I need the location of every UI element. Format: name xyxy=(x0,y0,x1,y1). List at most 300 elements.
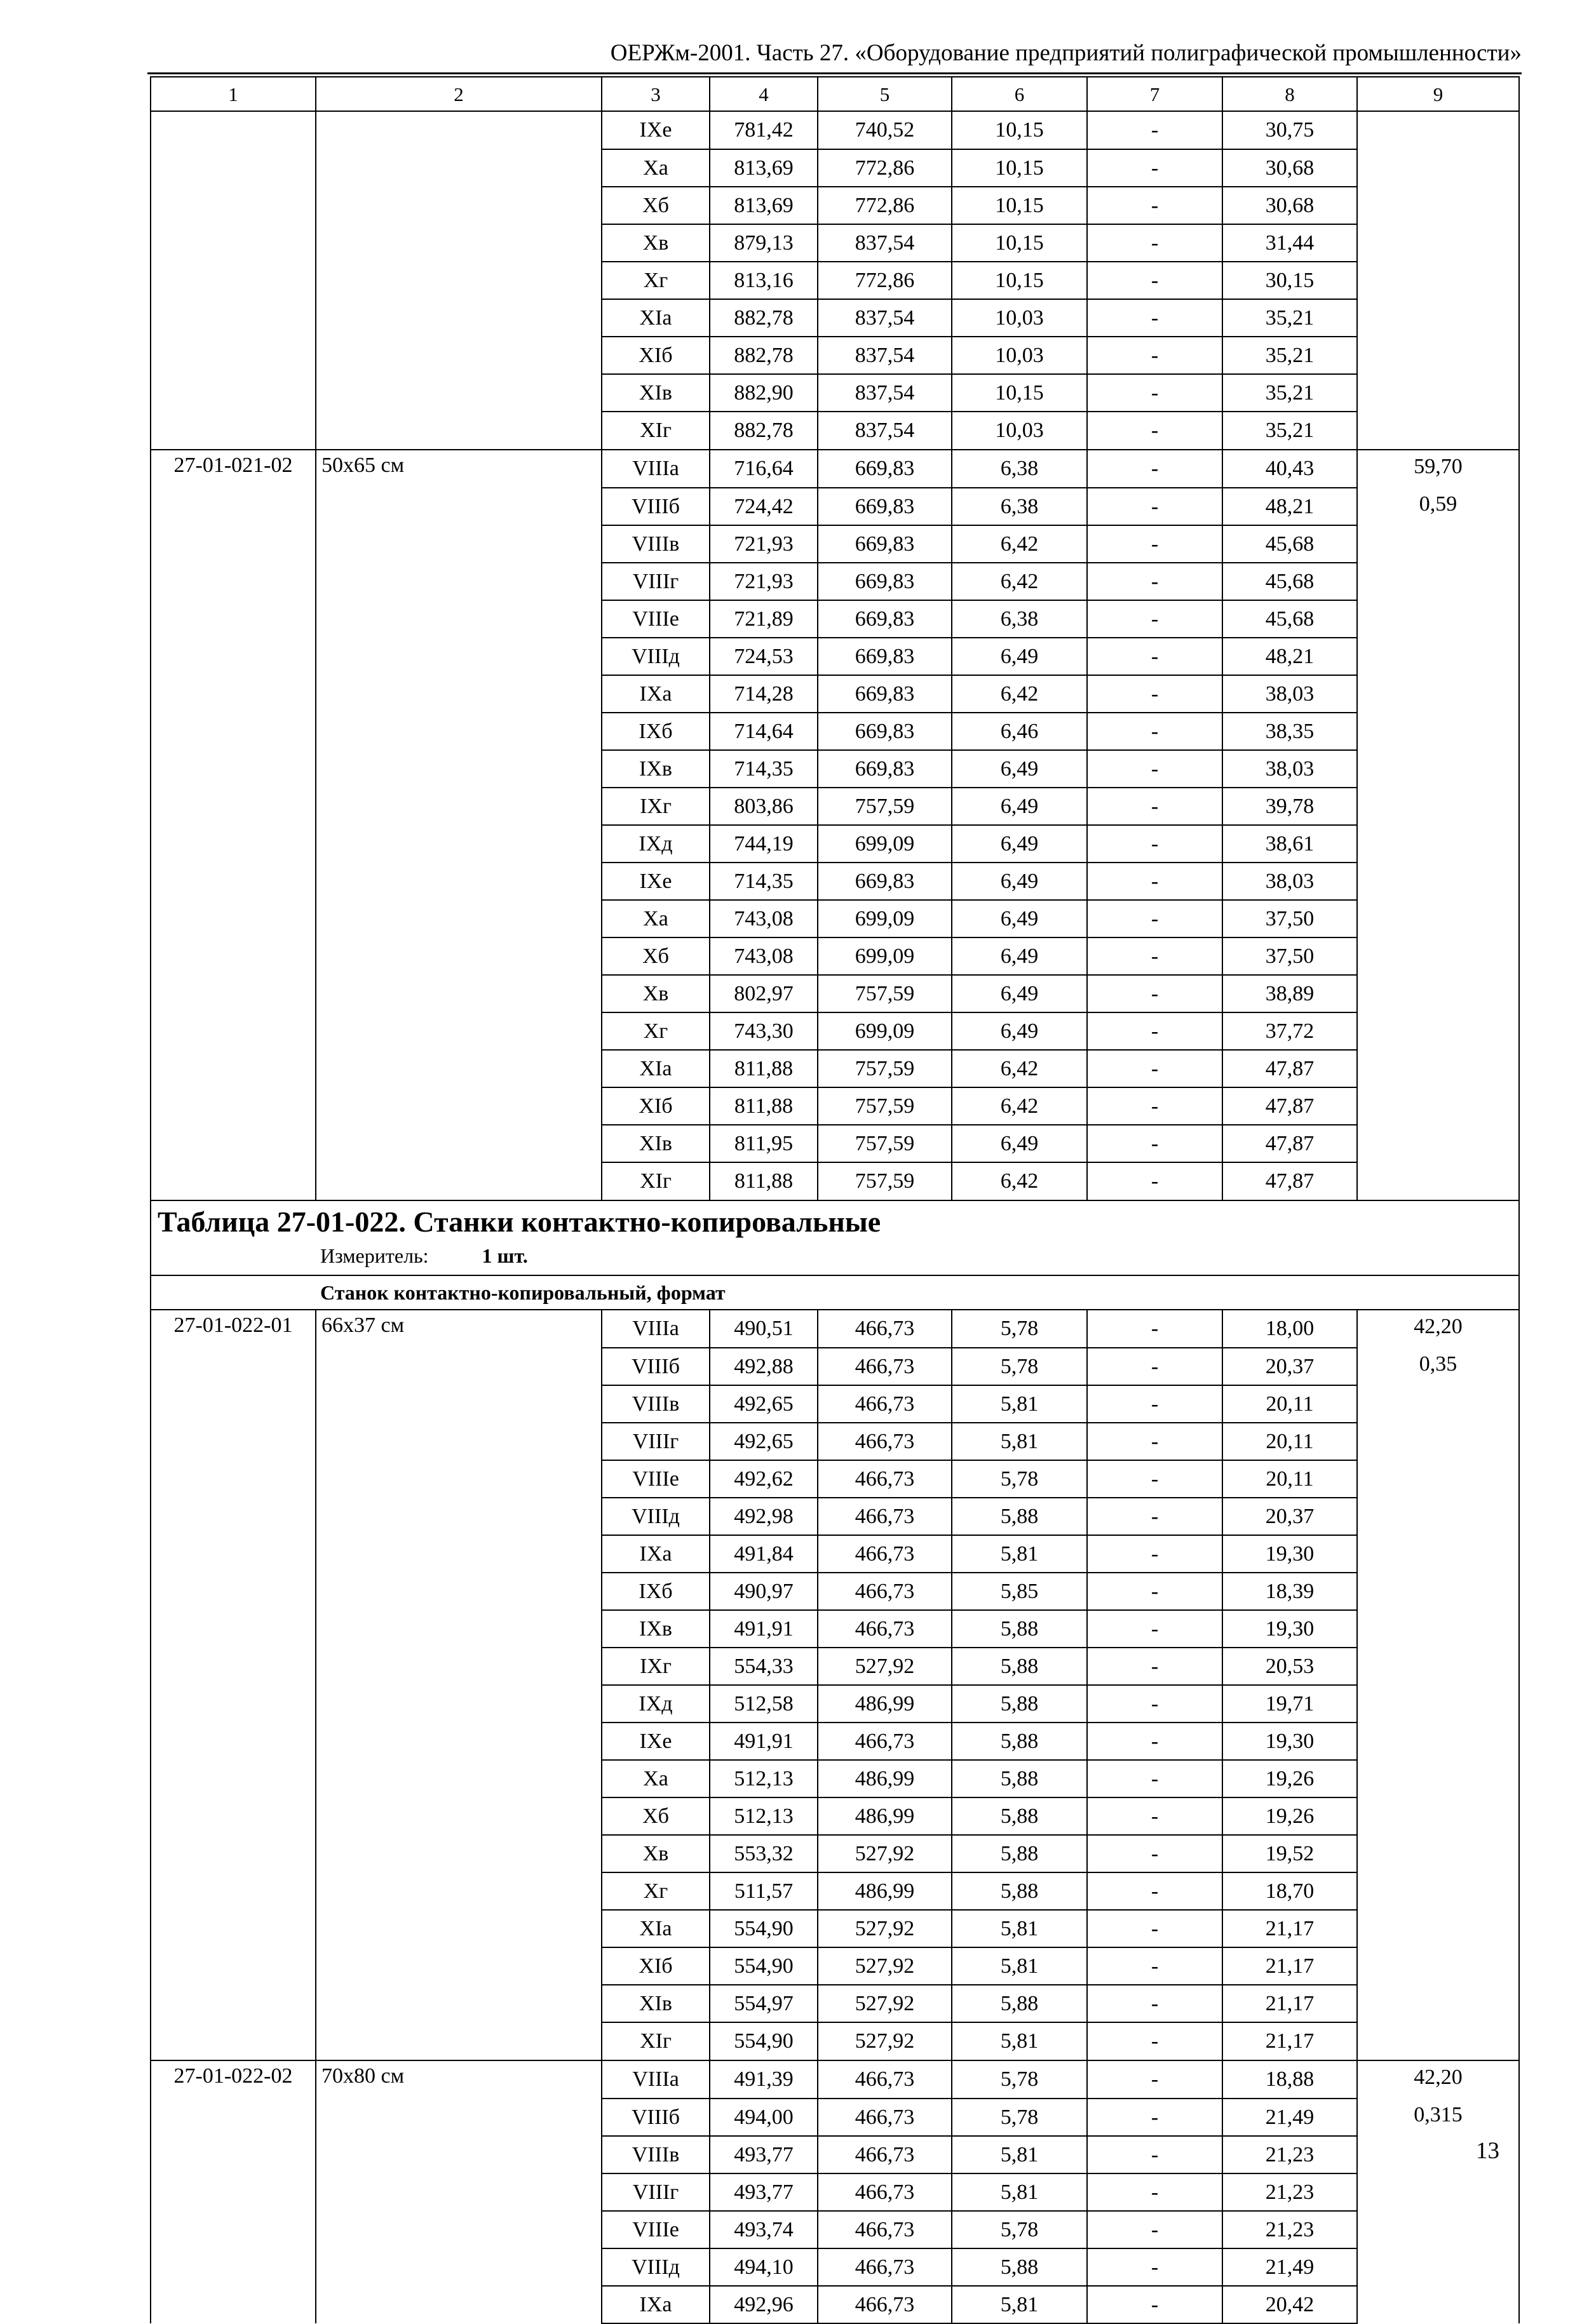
direct-costs: 492,98 xyxy=(710,1498,818,1535)
labor-cost: 19,26 xyxy=(1222,1760,1357,1797)
item-code-cell xyxy=(151,2022,316,2060)
materials: - xyxy=(1087,1012,1222,1050)
materials: - xyxy=(1087,262,1222,299)
machine-costs: 5,88 xyxy=(952,1498,1087,1535)
item-code-cell xyxy=(151,1087,316,1125)
equipment-data-cell xyxy=(1357,638,1519,675)
machine-costs: 5,88 xyxy=(952,1985,1087,2022)
direct-costs: 490,97 xyxy=(710,1573,818,1610)
wages: 837,54 xyxy=(818,412,952,450)
materials: - xyxy=(1087,1797,1222,1835)
direct-costs: 721,93 xyxy=(710,563,818,600)
item-code-cell xyxy=(151,1797,316,1835)
direct-costs: 714,28 xyxy=(710,675,818,713)
item-code-cell xyxy=(151,1423,316,1460)
equipment-data-cell xyxy=(1357,788,1519,825)
equipment-data-cell xyxy=(1357,1385,1519,1423)
wages: 699,09 xyxy=(818,1012,952,1050)
direct-costs: 554,33 xyxy=(710,1648,818,1685)
labor-cost: 21,17 xyxy=(1222,2022,1357,2060)
direct-costs: 494,10 xyxy=(710,2248,818,2286)
materials: - xyxy=(1087,1685,1222,1723)
item-code-cell: 27-01-022-01 xyxy=(151,1310,316,1348)
item-name-cell xyxy=(316,1573,602,1610)
wages: 486,99 xyxy=(818,1797,952,1835)
wages: 772,86 xyxy=(818,187,952,224)
region-code: IXа xyxy=(602,675,710,713)
machine-costs: 5,88 xyxy=(952,1760,1087,1797)
equipment-data-cell xyxy=(1357,525,1519,563)
direct-costs: 716,64 xyxy=(710,450,818,488)
direct-costs: 490,51 xyxy=(710,1310,818,1348)
materials: - xyxy=(1087,713,1222,750)
equipment-data-cell xyxy=(1357,337,1519,374)
equipment-value: 42,20 xyxy=(1414,1315,1463,1338)
wages: 466,73 xyxy=(818,1535,952,1573)
table-row xyxy=(151,412,1519,450)
direct-costs: 493,77 xyxy=(710,2173,818,2211)
item-name-cell xyxy=(316,149,602,187)
region-code: XIб xyxy=(602,1087,710,1125)
equipment-data-cell xyxy=(1357,262,1519,299)
machine-costs: 10,15 xyxy=(952,187,1087,224)
item-code-cell xyxy=(151,713,316,750)
table-row xyxy=(151,2248,1519,2286)
direct-costs: 813,69 xyxy=(710,187,818,224)
item-name-cell xyxy=(316,900,602,937)
item-name-cell xyxy=(316,1685,602,1723)
region-code: Xг xyxy=(602,1872,710,1910)
item-name-cell xyxy=(316,2022,602,2060)
machine-costs: 5,78 xyxy=(952,1310,1087,1348)
item-name-cell xyxy=(316,1723,602,1760)
item-name-cell xyxy=(316,187,602,224)
direct-costs: 882,78 xyxy=(710,412,818,450)
item-name-cell xyxy=(316,1797,602,1835)
labor-cost: 45,68 xyxy=(1222,563,1357,600)
machine-costs: 6,38 xyxy=(952,600,1087,638)
wages: 466,73 xyxy=(818,2060,952,2099)
table-row xyxy=(151,2286,1519,2323)
item-code-cell xyxy=(151,2248,316,2286)
item-name-cell xyxy=(316,337,602,374)
machine-costs: 6,49 xyxy=(952,638,1087,675)
item-name-cell xyxy=(316,713,602,750)
labor-cost: 30,68 xyxy=(1222,187,1357,224)
section-subtitle: Станок контактно-копировальный, формат xyxy=(151,1275,1519,1310)
equipment-data-cell xyxy=(1357,187,1519,224)
wages: 466,73 xyxy=(818,2099,952,2136)
table-row xyxy=(151,1012,1519,1050)
equipment-data-cell xyxy=(1357,111,1519,149)
item-code-cell xyxy=(151,750,316,788)
item-code-cell xyxy=(151,1348,316,1385)
equipment-data-cell xyxy=(1357,900,1519,937)
item-code-cell xyxy=(151,1872,316,1910)
machine-costs: 6,49 xyxy=(952,900,1087,937)
item-name-cell xyxy=(316,638,602,675)
region-code: IXд xyxy=(602,825,710,863)
machine-costs: 5,88 xyxy=(952,1797,1087,1835)
machine-costs: 5,78 xyxy=(952,2211,1087,2248)
labor-cost: 35,21 xyxy=(1222,299,1357,337)
equipment-data-cell xyxy=(1357,1012,1519,1050)
equipment-data-cell xyxy=(1357,1760,1519,1797)
machine-costs: 6,42 xyxy=(952,1087,1087,1125)
region-code: VIIIв xyxy=(602,525,710,563)
direct-costs: 553,32 xyxy=(710,1835,818,1872)
item-name-cell xyxy=(316,1460,602,1498)
item-name-cell xyxy=(316,525,602,563)
item-code-cell xyxy=(151,299,316,337)
equipment-data-cell xyxy=(1357,1535,1519,1573)
table-row xyxy=(151,2173,1519,2211)
table-row xyxy=(151,1797,1519,1835)
region-code: VIIIв xyxy=(602,1385,710,1423)
machine-costs: 10,15 xyxy=(952,111,1087,149)
equipment-data-cell xyxy=(1357,1610,1519,1648)
direct-costs: 493,74 xyxy=(710,2211,818,2248)
labor-cost: 19,71 xyxy=(1222,1685,1357,1723)
materials: - xyxy=(1087,1535,1222,1573)
labor-cost: 48,21 xyxy=(1222,488,1357,525)
materials: - xyxy=(1087,2248,1222,2286)
region-code: XIг xyxy=(602,1162,710,1200)
wages: 669,83 xyxy=(818,600,952,638)
table-row xyxy=(151,975,1519,1012)
table-title-row xyxy=(151,1200,1519,1275)
item-code-cell xyxy=(151,2211,316,2248)
materials: - xyxy=(1087,1310,1222,1348)
item-code-cell xyxy=(151,149,316,187)
item-name-cell xyxy=(316,1498,602,1535)
materials: - xyxy=(1087,2136,1222,2173)
table-row xyxy=(151,1835,1519,1872)
materials: - xyxy=(1087,224,1222,262)
wages: 466,73 xyxy=(818,1498,952,1535)
direct-costs: 512,13 xyxy=(710,1760,818,1797)
equipment-value: 0,315 xyxy=(1414,2103,1463,2126)
materials: - xyxy=(1087,1610,1222,1648)
page-number: 13 xyxy=(1476,2138,1499,2164)
item-code-cell xyxy=(151,1910,316,1947)
labor-cost: 19,30 xyxy=(1222,1535,1357,1573)
equipment-data-cell xyxy=(1357,374,1519,412)
table-row xyxy=(151,788,1519,825)
labor-cost: 30,15 xyxy=(1222,262,1357,299)
region-code: XIв xyxy=(602,1125,710,1162)
table-row xyxy=(151,299,1519,337)
table-row xyxy=(151,262,1519,299)
table-row xyxy=(151,488,1519,525)
direct-costs: 493,77 xyxy=(710,2136,818,2173)
item-code-cell xyxy=(151,2136,316,2173)
equipment-data-cell xyxy=(1357,488,1519,525)
wages: 669,83 xyxy=(818,863,952,900)
labor-cost: 18,39 xyxy=(1222,1573,1357,1610)
materials: - xyxy=(1087,2211,1222,2248)
region-code: VIIIа xyxy=(602,1310,710,1348)
materials: - xyxy=(1087,1872,1222,1910)
labor-cost: 45,68 xyxy=(1222,525,1357,563)
table-row xyxy=(151,1872,1519,1910)
region-code: IXд xyxy=(602,1685,710,1723)
equipment-data-cell xyxy=(1357,2022,1519,2060)
direct-costs: 882,78 xyxy=(710,337,818,374)
direct-costs: 492,65 xyxy=(710,1423,818,1460)
table-row xyxy=(151,1498,1519,1535)
labor-cost: 37,72 xyxy=(1222,1012,1357,1050)
materials: - xyxy=(1087,525,1222,563)
labor-cost: 30,75 xyxy=(1222,111,1357,149)
machine-costs: 6,49 xyxy=(952,788,1087,825)
direct-costs: 491,91 xyxy=(710,1723,818,1760)
wages: 669,83 xyxy=(818,525,952,563)
machine-costs: 5,88 xyxy=(952,1835,1087,1872)
region-code: VIIIд xyxy=(602,1498,710,1535)
table-row xyxy=(151,1162,1519,1200)
region-code: IXг xyxy=(602,788,710,825)
region-code: XIб xyxy=(602,1947,710,1985)
materials: - xyxy=(1087,863,1222,900)
region-code: IXв xyxy=(602,750,710,788)
materials: - xyxy=(1087,788,1222,825)
item-name-cell xyxy=(316,825,602,863)
labor-cost: 21,23 xyxy=(1222,2211,1357,2248)
wages: 527,92 xyxy=(818,1910,952,1947)
equipment-data-cell xyxy=(1357,149,1519,187)
labor-cost: 38,03 xyxy=(1222,750,1357,788)
materials: - xyxy=(1087,937,1222,975)
machine-costs: 5,88 xyxy=(952,1723,1087,1760)
materials: - xyxy=(1087,2173,1222,2211)
machine-costs: 5,81 xyxy=(952,2286,1087,2323)
item-code-cell xyxy=(151,1385,316,1423)
item-name-cell xyxy=(316,224,602,262)
item-code-cell: 27-01-022-02 xyxy=(151,2060,316,2099)
labor-cost: 35,21 xyxy=(1222,412,1357,450)
item-name-cell xyxy=(316,1087,602,1125)
machine-costs: 6,38 xyxy=(952,488,1087,525)
item-name-cell xyxy=(316,675,602,713)
materials: - xyxy=(1087,975,1222,1012)
table-row xyxy=(151,224,1519,262)
table-row xyxy=(151,900,1519,937)
column-number: 9 xyxy=(1357,77,1519,111)
region-code: Xб xyxy=(602,1797,710,1835)
labor-cost: 30,68 xyxy=(1222,149,1357,187)
region-code: VIIIд xyxy=(602,638,710,675)
labor-cost: 21,49 xyxy=(1222,2099,1357,2136)
direct-costs: 743,08 xyxy=(710,900,818,937)
materials: - xyxy=(1087,1573,1222,1610)
item-name-cell xyxy=(316,600,602,638)
labor-cost: 47,87 xyxy=(1222,1162,1357,1200)
item-name-cell xyxy=(316,1423,602,1460)
direct-costs: 882,78 xyxy=(710,299,818,337)
materials: - xyxy=(1087,412,1222,450)
equipment-data-cell xyxy=(1357,1087,1519,1125)
equipment-data-cell xyxy=(1357,1498,1519,1535)
labor-cost: 19,26 xyxy=(1222,1797,1357,1835)
wages: 772,86 xyxy=(818,262,952,299)
column-number: 1 xyxy=(151,77,316,111)
item-code-cell xyxy=(151,937,316,975)
item-name-cell xyxy=(316,563,602,600)
wages: 486,99 xyxy=(818,1685,952,1723)
column-number: 2 xyxy=(316,77,602,111)
direct-costs: 491,39 xyxy=(710,2060,818,2099)
machine-costs: 6,42 xyxy=(952,1162,1087,1200)
machine-costs: 6,49 xyxy=(952,825,1087,863)
labor-cost: 20,37 xyxy=(1222,1348,1357,1385)
direct-costs: 491,91 xyxy=(710,1610,818,1648)
table-row xyxy=(151,1760,1519,1797)
equipment-data-cell xyxy=(1357,299,1519,337)
equipment-data-cell xyxy=(1357,1947,1519,1985)
item-code-cell xyxy=(151,1985,316,2022)
table-row xyxy=(151,525,1519,563)
table-row xyxy=(151,450,1519,488)
equipment-data-cell xyxy=(1357,2211,1519,2248)
table-row xyxy=(151,337,1519,374)
direct-costs: 492,65 xyxy=(710,1385,818,1423)
direct-costs: 554,90 xyxy=(710,2022,818,2060)
item-code-cell xyxy=(151,488,316,525)
wages: 669,83 xyxy=(818,638,952,675)
measure-value: 1 шт. xyxy=(482,1244,528,1267)
machine-costs: 10,15 xyxy=(952,224,1087,262)
machine-costs: 5,85 xyxy=(952,1573,1087,1610)
item-code-cell xyxy=(151,224,316,262)
column-number-row xyxy=(151,77,1519,111)
table-body xyxy=(151,77,1519,2323)
region-code: VIIIе xyxy=(602,2211,710,2248)
item-code-cell xyxy=(151,374,316,412)
machine-costs: 5,78 xyxy=(952,2060,1087,2099)
measure-label: Измеритель: xyxy=(320,1244,429,1267)
header-rule xyxy=(147,72,1522,74)
table-row xyxy=(151,863,1519,900)
table-row xyxy=(151,149,1519,187)
labor-cost: 19,52 xyxy=(1222,1835,1357,1872)
materials: - xyxy=(1087,563,1222,600)
equipment-data-cell xyxy=(1357,1162,1519,1200)
item-name-cell: 50х65 см xyxy=(316,450,602,488)
item-code-cell xyxy=(151,1535,316,1573)
materials: - xyxy=(1087,750,1222,788)
region-code: VIIIб xyxy=(602,1348,710,1385)
table-row xyxy=(151,1910,1519,1947)
equipment-data-cell xyxy=(1357,224,1519,262)
direct-costs: 811,88 xyxy=(710,1087,818,1125)
machine-costs: 5,78 xyxy=(952,1348,1087,1385)
column-number: 8 xyxy=(1222,77,1357,111)
machine-costs: 5,78 xyxy=(952,2099,1087,2136)
machine-costs: 6,49 xyxy=(952,1012,1087,1050)
materials: - xyxy=(1087,1348,1222,1385)
direct-costs: 721,93 xyxy=(710,525,818,563)
region-code: XIв xyxy=(602,1985,710,2022)
equipment-value: 42,20 xyxy=(1414,2065,1463,2089)
labor-cost: 40,43 xyxy=(1222,450,1357,488)
direct-costs: 803,86 xyxy=(710,788,818,825)
region-code: VIIIб xyxy=(602,488,710,525)
column-number: 7 xyxy=(1087,77,1222,111)
direct-costs: 721,89 xyxy=(710,600,818,638)
materials: - xyxy=(1087,600,1222,638)
wages: 669,83 xyxy=(818,450,952,488)
machine-costs: 5,88 xyxy=(952,1872,1087,1910)
table-row xyxy=(151,1610,1519,1648)
direct-costs: 811,95 xyxy=(710,1125,818,1162)
machine-costs: 5,88 xyxy=(952,1610,1087,1648)
item-name-cell xyxy=(316,2099,602,2136)
item-code-cell: 27-01-021-02 xyxy=(151,450,316,488)
item-name-cell xyxy=(316,1872,602,1910)
direct-costs: 491,84 xyxy=(710,1535,818,1573)
item-name-cell xyxy=(316,750,602,788)
equipment-value: 0,35 xyxy=(1419,1352,1457,1376)
direct-costs: 811,88 xyxy=(710,1050,818,1087)
labor-cost: 18,88 xyxy=(1222,2060,1357,2099)
materials: - xyxy=(1087,825,1222,863)
wages: 466,73 xyxy=(818,1573,952,1610)
item-code-cell xyxy=(151,863,316,900)
labor-cost: 20,53 xyxy=(1222,1648,1357,1685)
labor-cost: 19,30 xyxy=(1222,1610,1357,1648)
equipment-data-cell xyxy=(1357,1050,1519,1087)
labor-cost: 35,21 xyxy=(1222,374,1357,412)
wages: 757,59 xyxy=(818,1087,952,1125)
wages: 837,54 xyxy=(818,224,952,262)
labor-cost: 48,21 xyxy=(1222,638,1357,675)
equipment-data-cell xyxy=(1357,1423,1519,1460)
item-name-cell xyxy=(316,1535,602,1573)
equipment-data-cell xyxy=(1357,1348,1519,1385)
table-row xyxy=(151,1087,1519,1125)
table-row xyxy=(151,2136,1519,2173)
labor-cost: 37,50 xyxy=(1222,937,1357,975)
region-code: Xв xyxy=(602,224,710,262)
table-row xyxy=(151,2060,1519,2099)
table-row xyxy=(151,638,1519,675)
item-name-cell xyxy=(316,2248,602,2286)
region-code: Xа xyxy=(602,1760,710,1797)
labor-cost: 19,30 xyxy=(1222,1723,1357,1760)
table-row xyxy=(151,1685,1519,1723)
region-code: VIIIв xyxy=(602,2136,710,2173)
region-code: IXб xyxy=(602,713,710,750)
table-row xyxy=(151,600,1519,638)
direct-costs: 492,88 xyxy=(710,1348,818,1385)
equipment-data-cell xyxy=(1357,1910,1519,1947)
equipment-data-cell xyxy=(1357,1125,1519,1162)
materials: - xyxy=(1087,1985,1222,2022)
item-code-cell xyxy=(151,525,316,563)
item-code-cell xyxy=(151,1760,316,1797)
equipment-data-cell xyxy=(1357,1985,1519,2022)
region-code: IXа xyxy=(602,1535,710,1573)
labor-cost: 21,23 xyxy=(1222,2136,1357,2173)
table-row xyxy=(151,187,1519,224)
direct-costs: 554,97 xyxy=(710,1985,818,2022)
column-number: 6 xyxy=(952,77,1087,111)
item-code-cell xyxy=(151,675,316,713)
wages: 466,73 xyxy=(818,2173,952,2211)
direct-costs: 714,35 xyxy=(710,863,818,900)
machine-costs: 6,49 xyxy=(952,750,1087,788)
